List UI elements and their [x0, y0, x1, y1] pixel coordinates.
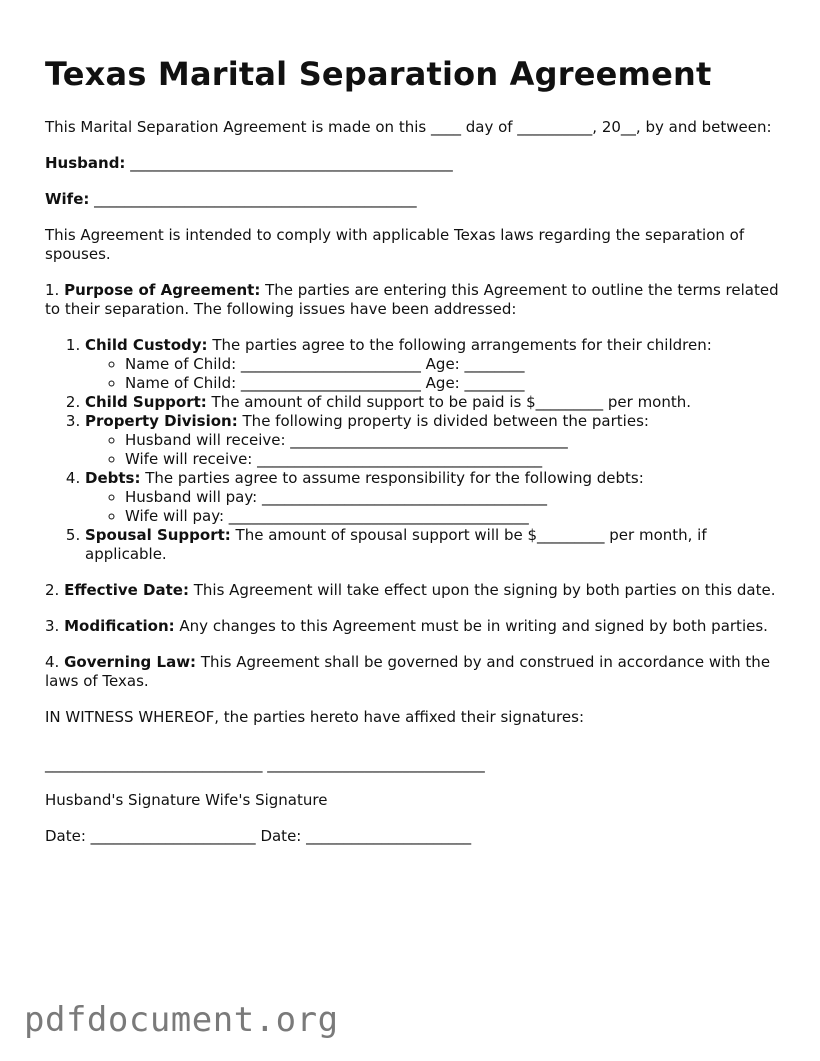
- signature-labels: Husband's Signature Wife's Signature: [45, 791, 328, 809]
- wife-label: Wife:: [45, 190, 90, 208]
- issue-heading: Child Custody:: [85, 336, 208, 354]
- issue-spousal-support: [85, 526, 785, 564]
- watermark-logo: pdfdocument.org: [24, 1000, 339, 1040]
- husband-blank: ___________________________________________: [125, 154, 453, 172]
- issue-text: The following property is divided between the parties:: [237, 412, 649, 430]
- child-custody-sublist: [85, 355, 785, 393]
- issue-heading: Child Support:: [85, 393, 207, 411]
- section-number: 3.: [45, 617, 65, 635]
- section-text: This Agreement shall be governed by and construed in accordance with the laws of Texas.: [45, 653, 771, 690]
- issue-property-division: [85, 412, 785, 469]
- effective-date-section: [45, 581, 785, 600]
- issue-child-custody: [85, 336, 785, 393]
- issue-child-support: [85, 393, 785, 412]
- issue-text: The amount of spousal support will be $_________ per month, if applicable.: [85, 526, 707, 563]
- property-entry: ◦ Wife will receive: ______________________________________: [125, 450, 785, 469]
- section-number: 2.: [45, 581, 65, 599]
- modification-section: [45, 617, 785, 636]
- issue-heading: Debts:: [85, 469, 141, 487]
- section-number: 4.: [45, 653, 65, 671]
- witness-statement: IN WITNESS WHEREOF, the parties hereto have affixed their signatures:: [45, 708, 584, 726]
- purpose-number: 1.: [45, 281, 65, 299]
- wife-field: [45, 190, 785, 209]
- governing-law-section: [45, 653, 785, 691]
- issues-list: [45, 336, 785, 564]
- property-entry: ◦ Husband will receive: _____________________________________: [125, 431, 785, 450]
- date-lines: Date: ______________________ Date: ______________________: [45, 827, 472, 845]
- husband-label: Husband:: [45, 154, 126, 172]
- section-heading: Governing Law:: [64, 653, 197, 671]
- debts-sublist: [85, 488, 785, 526]
- section-text: Any changes to this Agreement must be in writing and signed by both parties.: [174, 617, 768, 635]
- issue-heading: Spousal Support:: [85, 526, 231, 544]
- issue-debts: [85, 469, 785, 526]
- property-sublist: [85, 431, 785, 469]
- section-heading: Modification:: [64, 617, 175, 635]
- document-title: Texas Marital Separation Agreement: [45, 55, 712, 93]
- issue-text: The amount of child support to be paid is $_________ per month.: [206, 393, 692, 411]
- debt-entry: ◦ Wife will pay: ________________________________________: [125, 507, 785, 526]
- wife-blank: ___________________________________________: [89, 190, 417, 208]
- section-text: This Agreement will take effect upon the signing by both parties on this date.: [188, 581, 776, 599]
- intro-paragraph: This Marital Separation Agreement is made on this ____ day of __________, 20__, by and between:: [45, 118, 772, 136]
- issue-text: The parties agree to assume responsibility for the following debts:: [140, 469, 644, 487]
- purpose-text: The parties are entering this Agreement to outline the terms related to their separation. The following issues have been addressed:: [45, 281, 779, 318]
- debt-entry: ◦ Husband will pay: ______________________________________: [125, 488, 785, 507]
- issue-text: The parties agree to the following arrangements for their children:: [207, 336, 712, 354]
- compliance-paragraph: This Agreement is intended to comply with applicable Texas laws regarding the separation of spouses.: [45, 226, 745, 263]
- section-heading: Effective Date:: [64, 581, 189, 599]
- purpose-section: [45, 281, 785, 319]
- issue-heading: Property Division:: [85, 412, 238, 430]
- child-entry: ◦ Name of Child: ________________________ Age: ________: [125, 355, 785, 374]
- child-entry: ◦ Name of Child: ________________________ Age: ________: [125, 374, 785, 393]
- document-page: [45, 55, 785, 863]
- signature-lines: _____________________________ _____________________________: [45, 755, 485, 773]
- purpose-heading: Purpose of Agreement:: [64, 281, 261, 299]
- husband-field: [45, 154, 785, 173]
